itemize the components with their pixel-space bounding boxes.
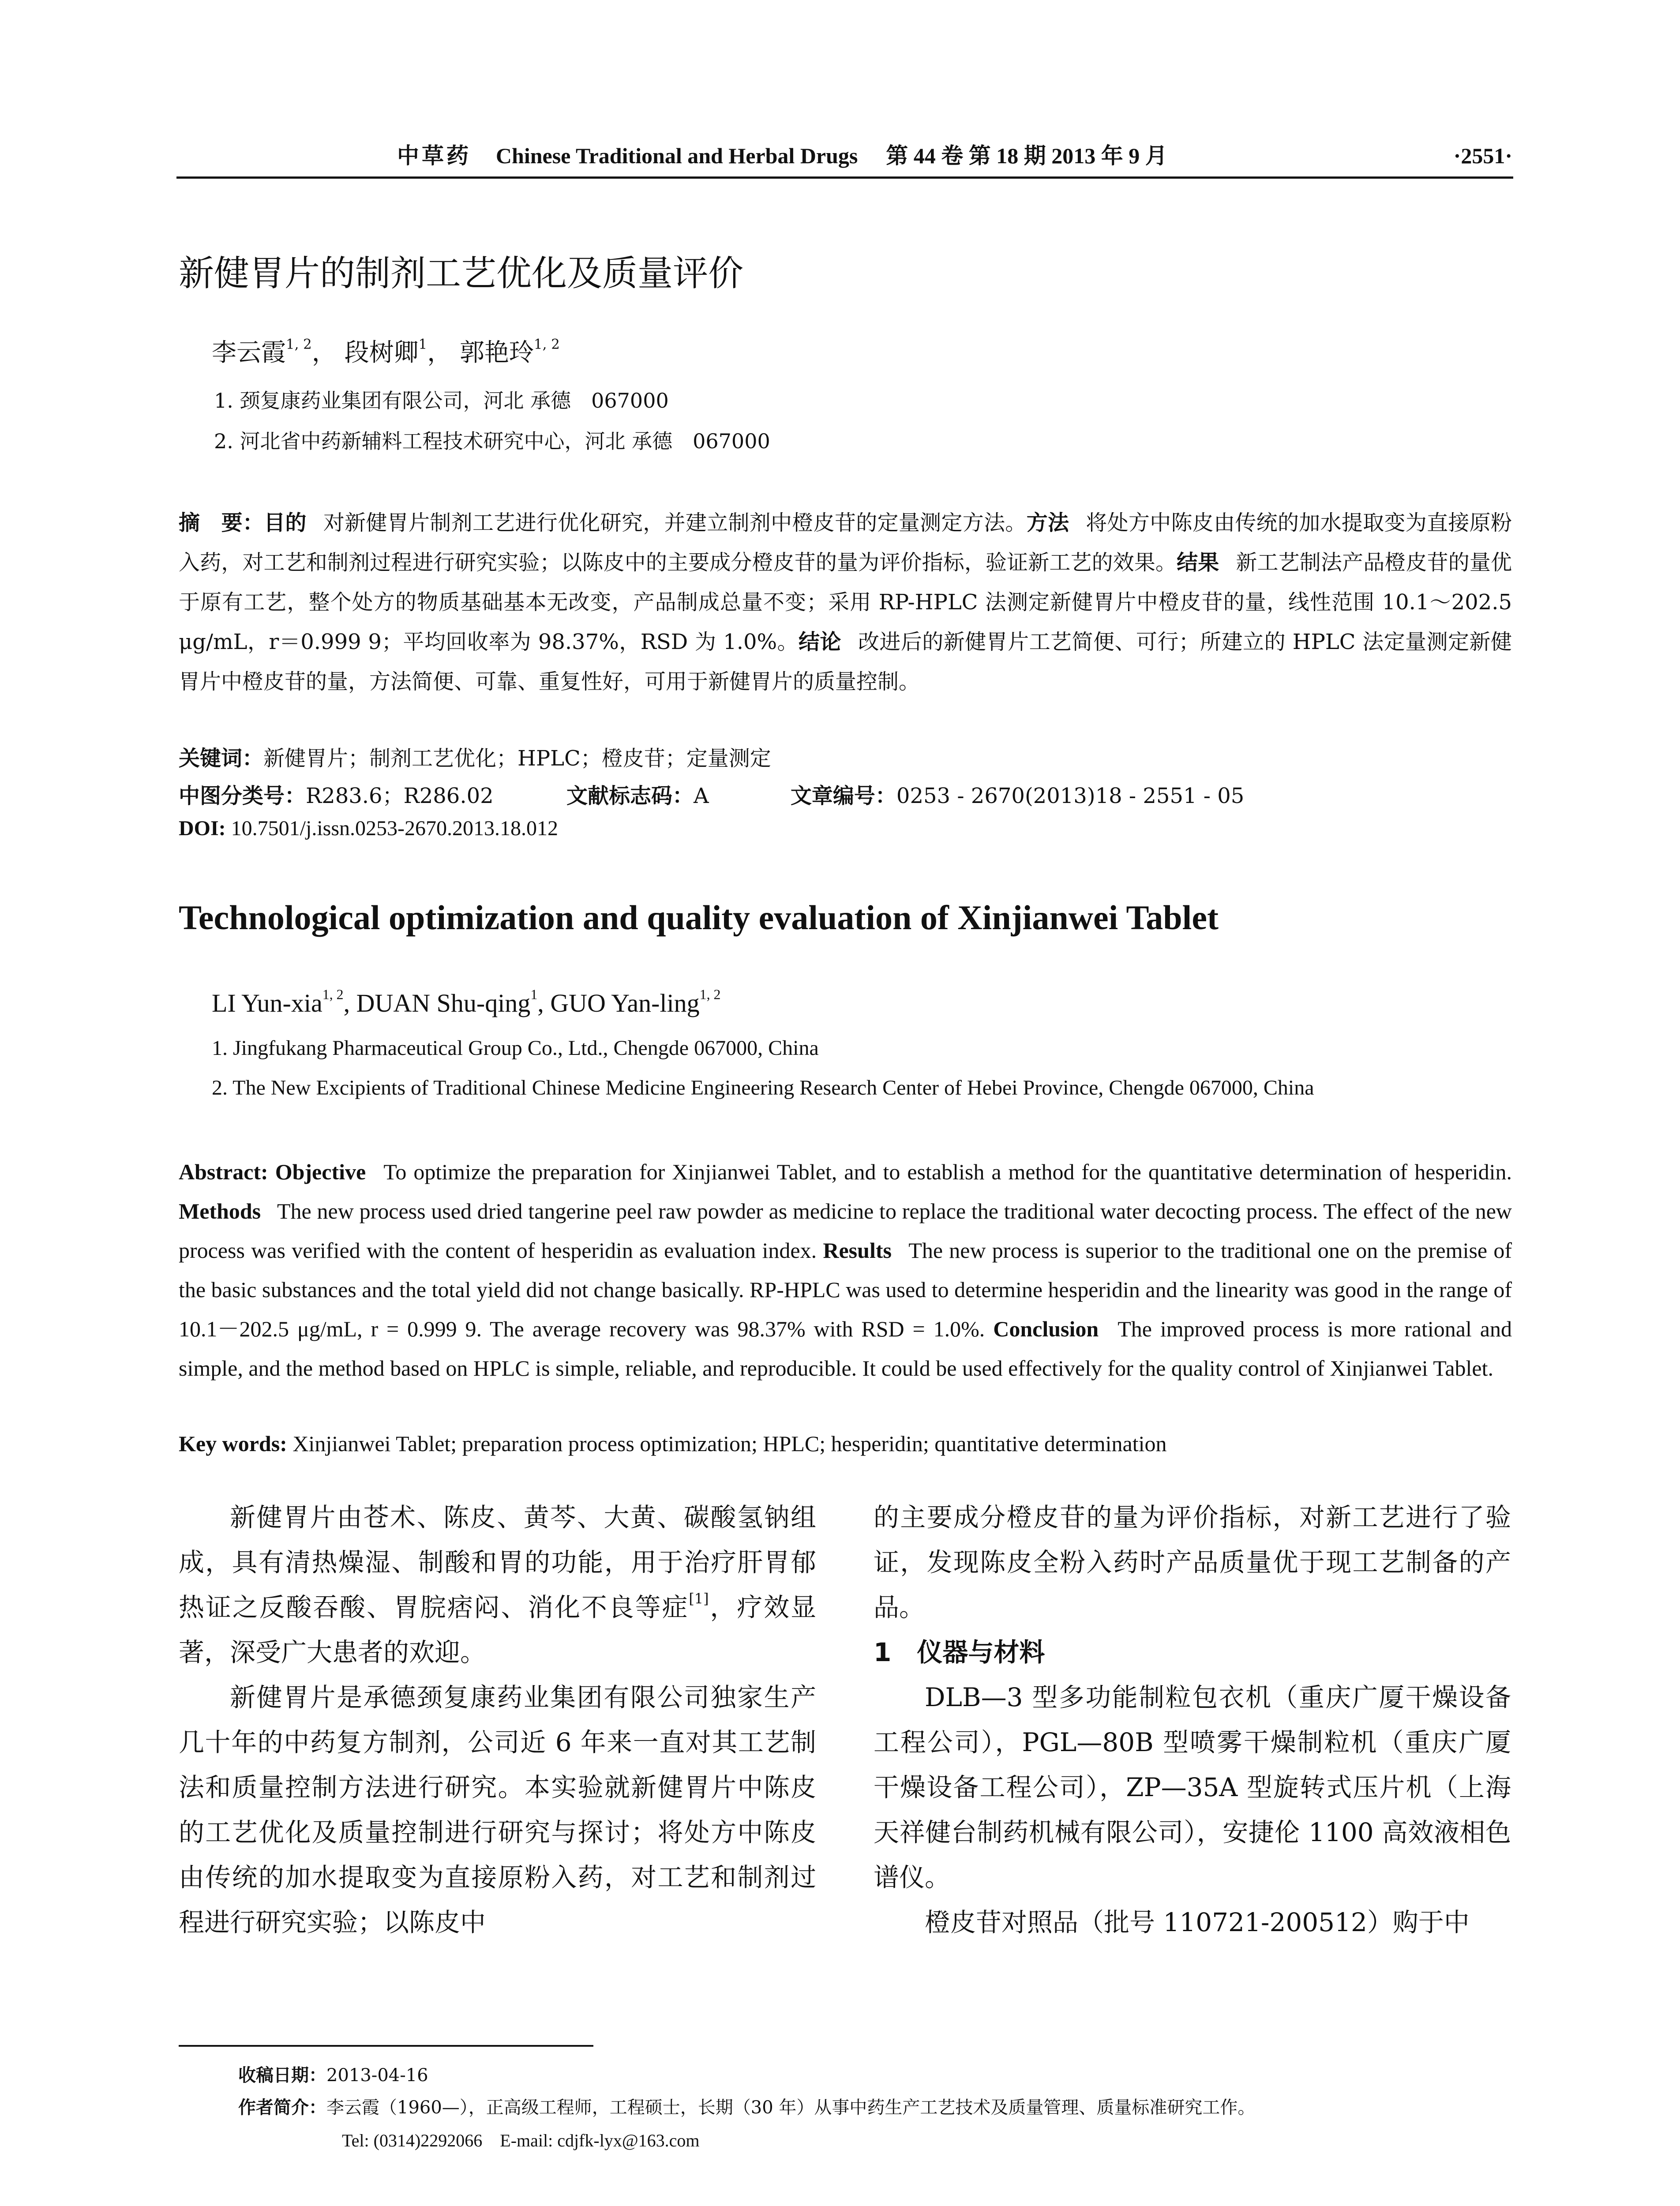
header-rule: [176, 176, 1513, 179]
received-date: 2013-04-16: [326, 2065, 428, 2086]
footnote-author-bio: [238, 2093, 1255, 2119]
paragraph-continued: 的主要成分橙皮苷的量为评价指标，对新工艺进行了验证，发现陈皮全粉入药时产品质量优于现工艺制备的产品。: [874, 1502, 1511, 1622]
results-text: 新工艺制法产品橙皮苷的量优于原有工艺，整个处方的物质基础基本无改变，产品制成总量不变；采用 RP-HPLC 法测定新健胃片中橙皮苷的量，线性范围 10.1～202.5 μg/mL，r＝0.999 9；平均回收率为 98.37%，RSD 为 1.0%。: [179, 550, 1512, 654]
affiliation-zh-2: 2. 河北省中药新辅料工程技术研究中心，河北 承德 067000: [214, 429, 770, 453]
conclusion-text: The improved process is more rational and simple, and the method based on HPLC is simple, reliable, and reproducible. It could be used effectively for the quality control of Xinjianwei Tablet.: [179, 1317, 1512, 1381]
page-number: ·2551·: [1453, 143, 1512, 168]
clc-label: 中图分类号：: [179, 784, 306, 808]
conclusion-label: 结论: [799, 630, 841, 654]
abstract-label: Abstract: Objective: [179, 1159, 366, 1184]
author-affiliation: 1: [418, 336, 428, 353]
paragraph: DLB—3 型多功能制粒包衣机（重庆广厦干燥设备工程公司），PGL—80B 型喷雾干燥制粒机（重庆广厦干燥设备工程公司），ZP—35A 型旋转式压片机（上海天祥健台制药机械有限公司），安捷伦 1100 高效液相色谱仪。: [874, 1682, 1511, 1892]
keywords-label: 关键词：: [179, 746, 264, 771]
author-name: DUAN Shu-qing: [356, 989, 531, 1017]
title-en: Technological optimization and quality evaluation of Xinjianwei Tablet: [179, 898, 1219, 937]
methods-label: Methods: [179, 1199, 261, 1223]
affiliation-zh-1: 1. 颈复康药业集团有限公司，河北 承德 067000: [214, 389, 669, 413]
objective-text: 对新健胃片制剂工艺进行优化研究，并建立制剂中橙皮苷的定量测定方法。: [323, 510, 1027, 535]
issue-info: 第 44 卷 第 18 期 2013 年 9 月: [886, 143, 1167, 168]
authors-en: [212, 988, 720, 1018]
doc-code-label: 文献标志码：: [566, 784, 694, 808]
affiliation-en-1: 1. Jingfukang Pharmaceutical Group Co., Ltd., Chengde 067000, China: [212, 1036, 819, 1060]
conclusion-text: 改进后的新健胃片工艺简便、可行；所建立的 HPLC 法定量测定新健胃片中橙皮苷的量，方法简便、可靠、重复性好，可用于新健胃片的质量控制。: [179, 630, 1512, 694]
author-separator: ,: [343, 989, 356, 1017]
article-no-value: 0253 - 2670(2013)18 - 2551 - 05: [896, 784, 1245, 808]
footnote-rule: [179, 2045, 593, 2047]
author-name: 郭艳玲: [460, 338, 534, 367]
article-no-label: 文章编号：: [790, 784, 896, 808]
keywords-zh: [179, 741, 771, 772]
doi-line: [179, 816, 558, 840]
author-separator: ，: [311, 338, 337, 367]
author-name: LI Yun-xia: [212, 989, 322, 1017]
abstract-label: 摘 要：: [179, 510, 264, 535]
clc-value: R283.6；R286.02: [306, 784, 494, 808]
abstract-zh: [179, 503, 1512, 702]
author-name: 李云霞: [212, 338, 286, 367]
author-separator: ，: [427, 338, 452, 367]
footnote-received: [238, 2061, 428, 2086]
author-separator: ,: [537, 989, 551, 1017]
paragraph: [179, 1495, 816, 1675]
keywords-text: Xinjianwei Tablet; preparation process optimization; HPLC; hesperidin; quantitative determination: [292, 1431, 1167, 1456]
bio-text: 李云霞（1960—），正高级工程师，工程硕士，长期（30 年）从事中药生产工艺技术及质量管理、质量标准研究工作。: [326, 2097, 1256, 2118]
paragraph-text: 新健胃片由苍术、陈皮、黄芩、大黄、碳酸氢钠组成，具有清热燥湿、制酸和胃的功能，用于治疗肝胃郁热证之反酸吞酸、胃脘痞闷、消化不良等症: [179, 1502, 816, 1622]
section-heading: 1 仪器与材料: [874, 1637, 1045, 1667]
author-affiliation: 1, 2: [322, 987, 344, 1002]
results-label: Results: [823, 1238, 892, 1263]
objective-text: To optimize the preparation for Xinjianwei Tablet, and to establish a method for the quantitative determination of hesperidin.: [383, 1159, 1512, 1184]
methods-label: 方法: [1026, 510, 1069, 535]
authors-zh: [212, 333, 560, 368]
body-column-left: [179, 1495, 816, 1945]
bio-label: 作者简介：: [238, 2097, 326, 2118]
methods-text: The new process used dried tangerine peel raw powder as medicine to replace the traditional water decocting process. The effect of the new process was verified with the content of hesperidin as evaluation index.: [179, 1199, 1512, 1263]
results-text: The new process is superior to the traditional one on the premise of the basic substances and the total yield did not change basically. RP-HPLC was used to determine hesperidin and the linearity was good in the range of 10.1－202.5 μg/mL, r = 0.999 9. The average recovery was 98.37% with RSD = 1.0%.: [179, 1238, 1512, 1341]
author-affiliation: 1, 2: [699, 987, 721, 1002]
affiliation-en-2: 2. The New Excipients of Traditional Chinese Medicine Engineering Research Center of Hebei Province, Chengde 067000, China: [212, 1076, 1314, 1099]
paragraph: 橙皮苷对照品（批号 110721-200512）购于中: [925, 1907, 1470, 1937]
keywords-en: [179, 1431, 1167, 1456]
doc-code-value: A: [693, 784, 709, 808]
received-label: 收稿日期：: [238, 2065, 326, 2086]
conclusion-label: Conclusion: [993, 1317, 1099, 1341]
doi-value: 10.7501/j.issn.0253-2670.2013.18.012: [231, 817, 559, 840]
author-affiliation: 1, 2: [286, 336, 312, 353]
author-affiliation: 1, 2: [534, 336, 560, 353]
paragraph-text: ，疗效显著，深受广大患者的欢迎。: [179, 1592, 816, 1667]
title-zh: 新健胃片的制剂工艺优化及质量评价: [179, 253, 743, 294]
author-affiliation: 1: [530, 987, 538, 1002]
running-header: [397, 140, 1167, 171]
journal-masthead: 中草药: [397, 143, 471, 169]
author-name: GUO Yan-ling: [550, 989, 700, 1017]
footnote-contact: Tel: (0314)2292066 E-mail: cdjfk-lyx@163.com: [342, 2131, 700, 2150]
results-label: 结果: [1177, 550, 1219, 575]
abstract-en: [179, 1152, 1512, 1388]
methods-text: 将处方中陈皮由传统的加水提取变为直接原粉入药，对工艺和制剂过程进行研究实验；以陈皮中的主要成分橙皮苷的量为评价指标，验证新工艺的效果。: [179, 510, 1512, 575]
classification-line: [179, 779, 1244, 809]
keywords-text: 新健胃片；制剂工艺优化；HPLC；橙皮苷；定量测定: [263, 746, 771, 771]
body-column-right: [874, 1495, 1511, 1945]
citation: [1]: [689, 1590, 709, 1607]
author-name: 段树卿: [344, 338, 419, 367]
paragraph: 新健胃片是承德颈复康药业集团有限公司独家生产几十年的中药复方制剂，公司近 6 年来一直对其工艺制法和质量控制方法进行研究。本实验就新健胃片中陈皮的工艺优化及质量控制进行研究与探讨；将处方中陈皮由传统的加水提取变为直接原粉入药，对工艺和制剂过程进行研究实验；以陈皮中: [179, 1682, 816, 1937]
doi-label: DOI:: [179, 817, 226, 840]
journal-name: Chinese Traditional and Herbal Drugs: [495, 143, 858, 168]
keywords-label: Key words:: [179, 1431, 287, 1456]
objective-label: 目的: [264, 510, 307, 535]
